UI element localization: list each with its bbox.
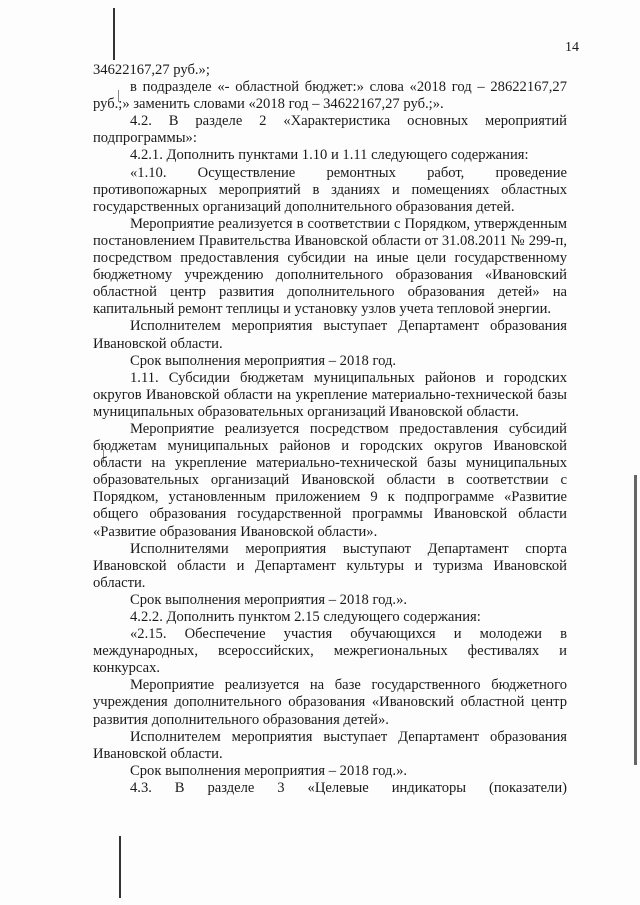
document-body — [93, 62, 567, 797]
paragraph: Срок выполнения мероприятия – 2018 год.». — [130, 762, 408, 779]
paragraph: в подразделе «- областной бюджет:» слова «2018 год – 28622167,27 руб.;» заменить словами «2018 год – 34622167,27 руб.;». — [93, 79, 567, 113]
paragraph: Срок выполнения мероприятия – 2018 год.». — [130, 591, 408, 608]
paragraph: 34622167,27 руб.»; — [93, 62, 210, 78]
scan-mark-left-top — [113, 8, 115, 60]
paragraph: 4.2. В разделе 2 «Характеристика основных мероприятий подпрограммы»: — [93, 113, 567, 147]
paragraph: Мероприятие реализуется в соответствии с Порядком, утвержденным постановлением Правительства Ивановской области от 31.08.2011 № 299-п, посредством предоставления субсидии на иные цели государственному бюджетному учреждению дополнительного образования «Ивановский областной центр развития дополнительного образования детей» на капитальный ремонт теплицы и установку узлов учета тепловой энергии. — [93, 215, 567, 318]
paragraph: «1.10. Осуществление ремонтных работ, проведение противопожарных мероприятий в зданиях и помещениях областных государственных организаций дополнительного образования детей. — [93, 164, 567, 215]
paragraph: Мероприятие реализуется на базе государственного бюджетного учреждения дополнительного образования «Ивановский областной центр развития дополнительного образования детей». — [93, 677, 567, 728]
paragraph: 1.11. Субсидии бюджетам муниципальных районов и городских округов Ивановской области на укрепление материально-технической базы муниципальных образовательных организаций Ивановской области. — [93, 369, 567, 420]
paragraph: 4.3. В разделе 3 «Целевые индикаторы (показатели) — [130, 779, 567, 796]
paragraph: 4.2.1. Дополнить пунктами 1.10 и 1.11 следующего содержания: — [130, 147, 529, 164]
page-number: 14 — [565, 40, 579, 55]
paragraph: «2.15. Обеспечение участия обучающихся и молодежи в международных, всероссийских, межрегиональных фестивалях и конкурсах. — [93, 626, 567, 677]
scan-mark-left-bottom — [119, 836, 121, 898]
paragraph: Исполнителем мероприятия выступает Департамент образования Ивановской области. — [93, 728, 567, 762]
paragraph: Срок выполнения мероприятия – 2018 год. — [130, 352, 397, 369]
scan-mark-right-edge — [634, 475, 637, 765]
paragraph: 4.2.2. Дополнить пунктом 2.15 следующего содержания: — [130, 609, 481, 625]
paragraph: Мероприятие реализуется посредством предоставления субсидий бюджетам муниципальных районов и городских округов Ивановской области на укрепление материально-технической базы муниципальных образовательных организаций Ивановской области в соответствии с Порядком, установленным приложением 9 к подпрограмме «Развитие общего образования государственной программы Ивановской области «Развитие образования Ивановской области». — [93, 420, 567, 540]
paragraph: Исполнителем мероприятия выступает Департамент образования Ивановской области. — [93, 318, 567, 352]
paragraph: Исполнителями мероприятия выступают Департамент спорта Ивановской области и Департамент культуры и туризма Ивановской области. — [93, 540, 567, 591]
